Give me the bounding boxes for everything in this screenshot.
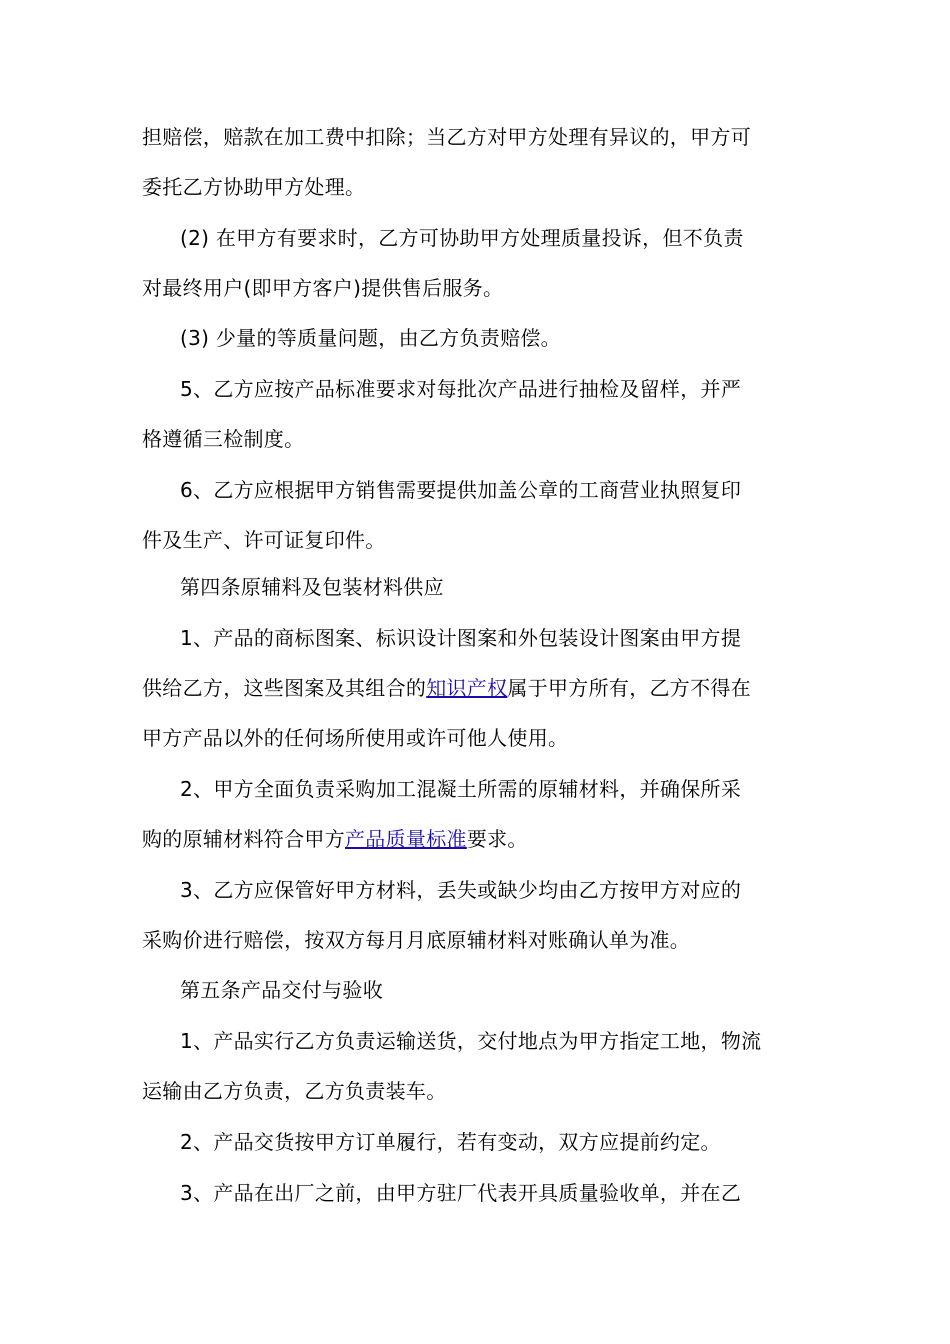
text-segment: 供给乙方，这些图案及其组合的 [142, 676, 427, 700]
text-line: 6、乙方应根据甲方销售需要提供加盖公章的工商营业执照复印 [180, 478, 742, 502]
text-segment: 购的原辅材料符合甲方 [142, 827, 345, 851]
text-line: 对最终用户(即甲方客户)提供售后服务。 [142, 276, 504, 300]
text-line: 甲方产品以外的任何场所使用或许可他人使用。 [142, 726, 569, 750]
intellectual-property-link[interactable]: 知识产权 [426, 676, 508, 700]
text-line: 2、甲方全面负责采购加工混凝土所需的原辅材料，并确保所采 [180, 777, 742, 801]
text-line: 采购价进行赔偿，按双方每月月底原辅材料对账确认单为准。 [142, 928, 691, 952]
text-line: 1、产品实行乙方负责运输送货，交付地点为甲方指定工地，物流 [180, 1029, 762, 1053]
text-line: (2) 在甲方有要求时，乙方可协助甲方处理质量投诉，但不负责 [180, 226, 744, 250]
text-segment: 属于甲方所有，乙方不得在 [507, 676, 752, 700]
section-heading: 第五条产品交付与验收 [180, 978, 383, 1002]
text-line: 1、产品的商标图案、标识设计图案和外包装设计图案由甲方提 [180, 626, 742, 650]
text-segment: 要求。 [466, 827, 528, 851]
text-line: 委托乙方协助甲方处理。 [142, 175, 366, 199]
text-line-with-link [142, 672, 822, 704]
text-line: 3、乙方应保管好甲方材料，丢失或缺少均由乙方按甲方对应的 [180, 878, 742, 902]
text-line: 格遵循三检制度。 [142, 427, 305, 451]
text-line: 2、产品交货按甲方订单履行，若有变动，双方应提前约定。 [180, 1130, 721, 1154]
text-line: (3) 少量的等质量问题，由乙方负责赔偿。 [180, 326, 561, 350]
text-line: 担赔偿，赔款在加工费中扣除；当乙方对甲方处理有异议的，甲方可 [142, 125, 751, 149]
product-quality-standard-link[interactable]: 产品质量标准 [345, 827, 467, 851]
text-line: 运输由乙方负责，乙方负责装车。 [142, 1079, 447, 1103]
text-line: 5、乙方应按产品标准要求对每批次产品进行抽检及留样，并严 [180, 377, 742, 401]
text-line-with-link [142, 823, 822, 855]
text-line: 3、产品在出厂之前，由甲方驻厂代表开具质量验收单，并在乙 [180, 1181, 742, 1205]
section-heading: 第四条原辅料及包装材料供应 [180, 575, 444, 599]
text-line: 件及生产、许可证复印件。 [142, 528, 386, 552]
